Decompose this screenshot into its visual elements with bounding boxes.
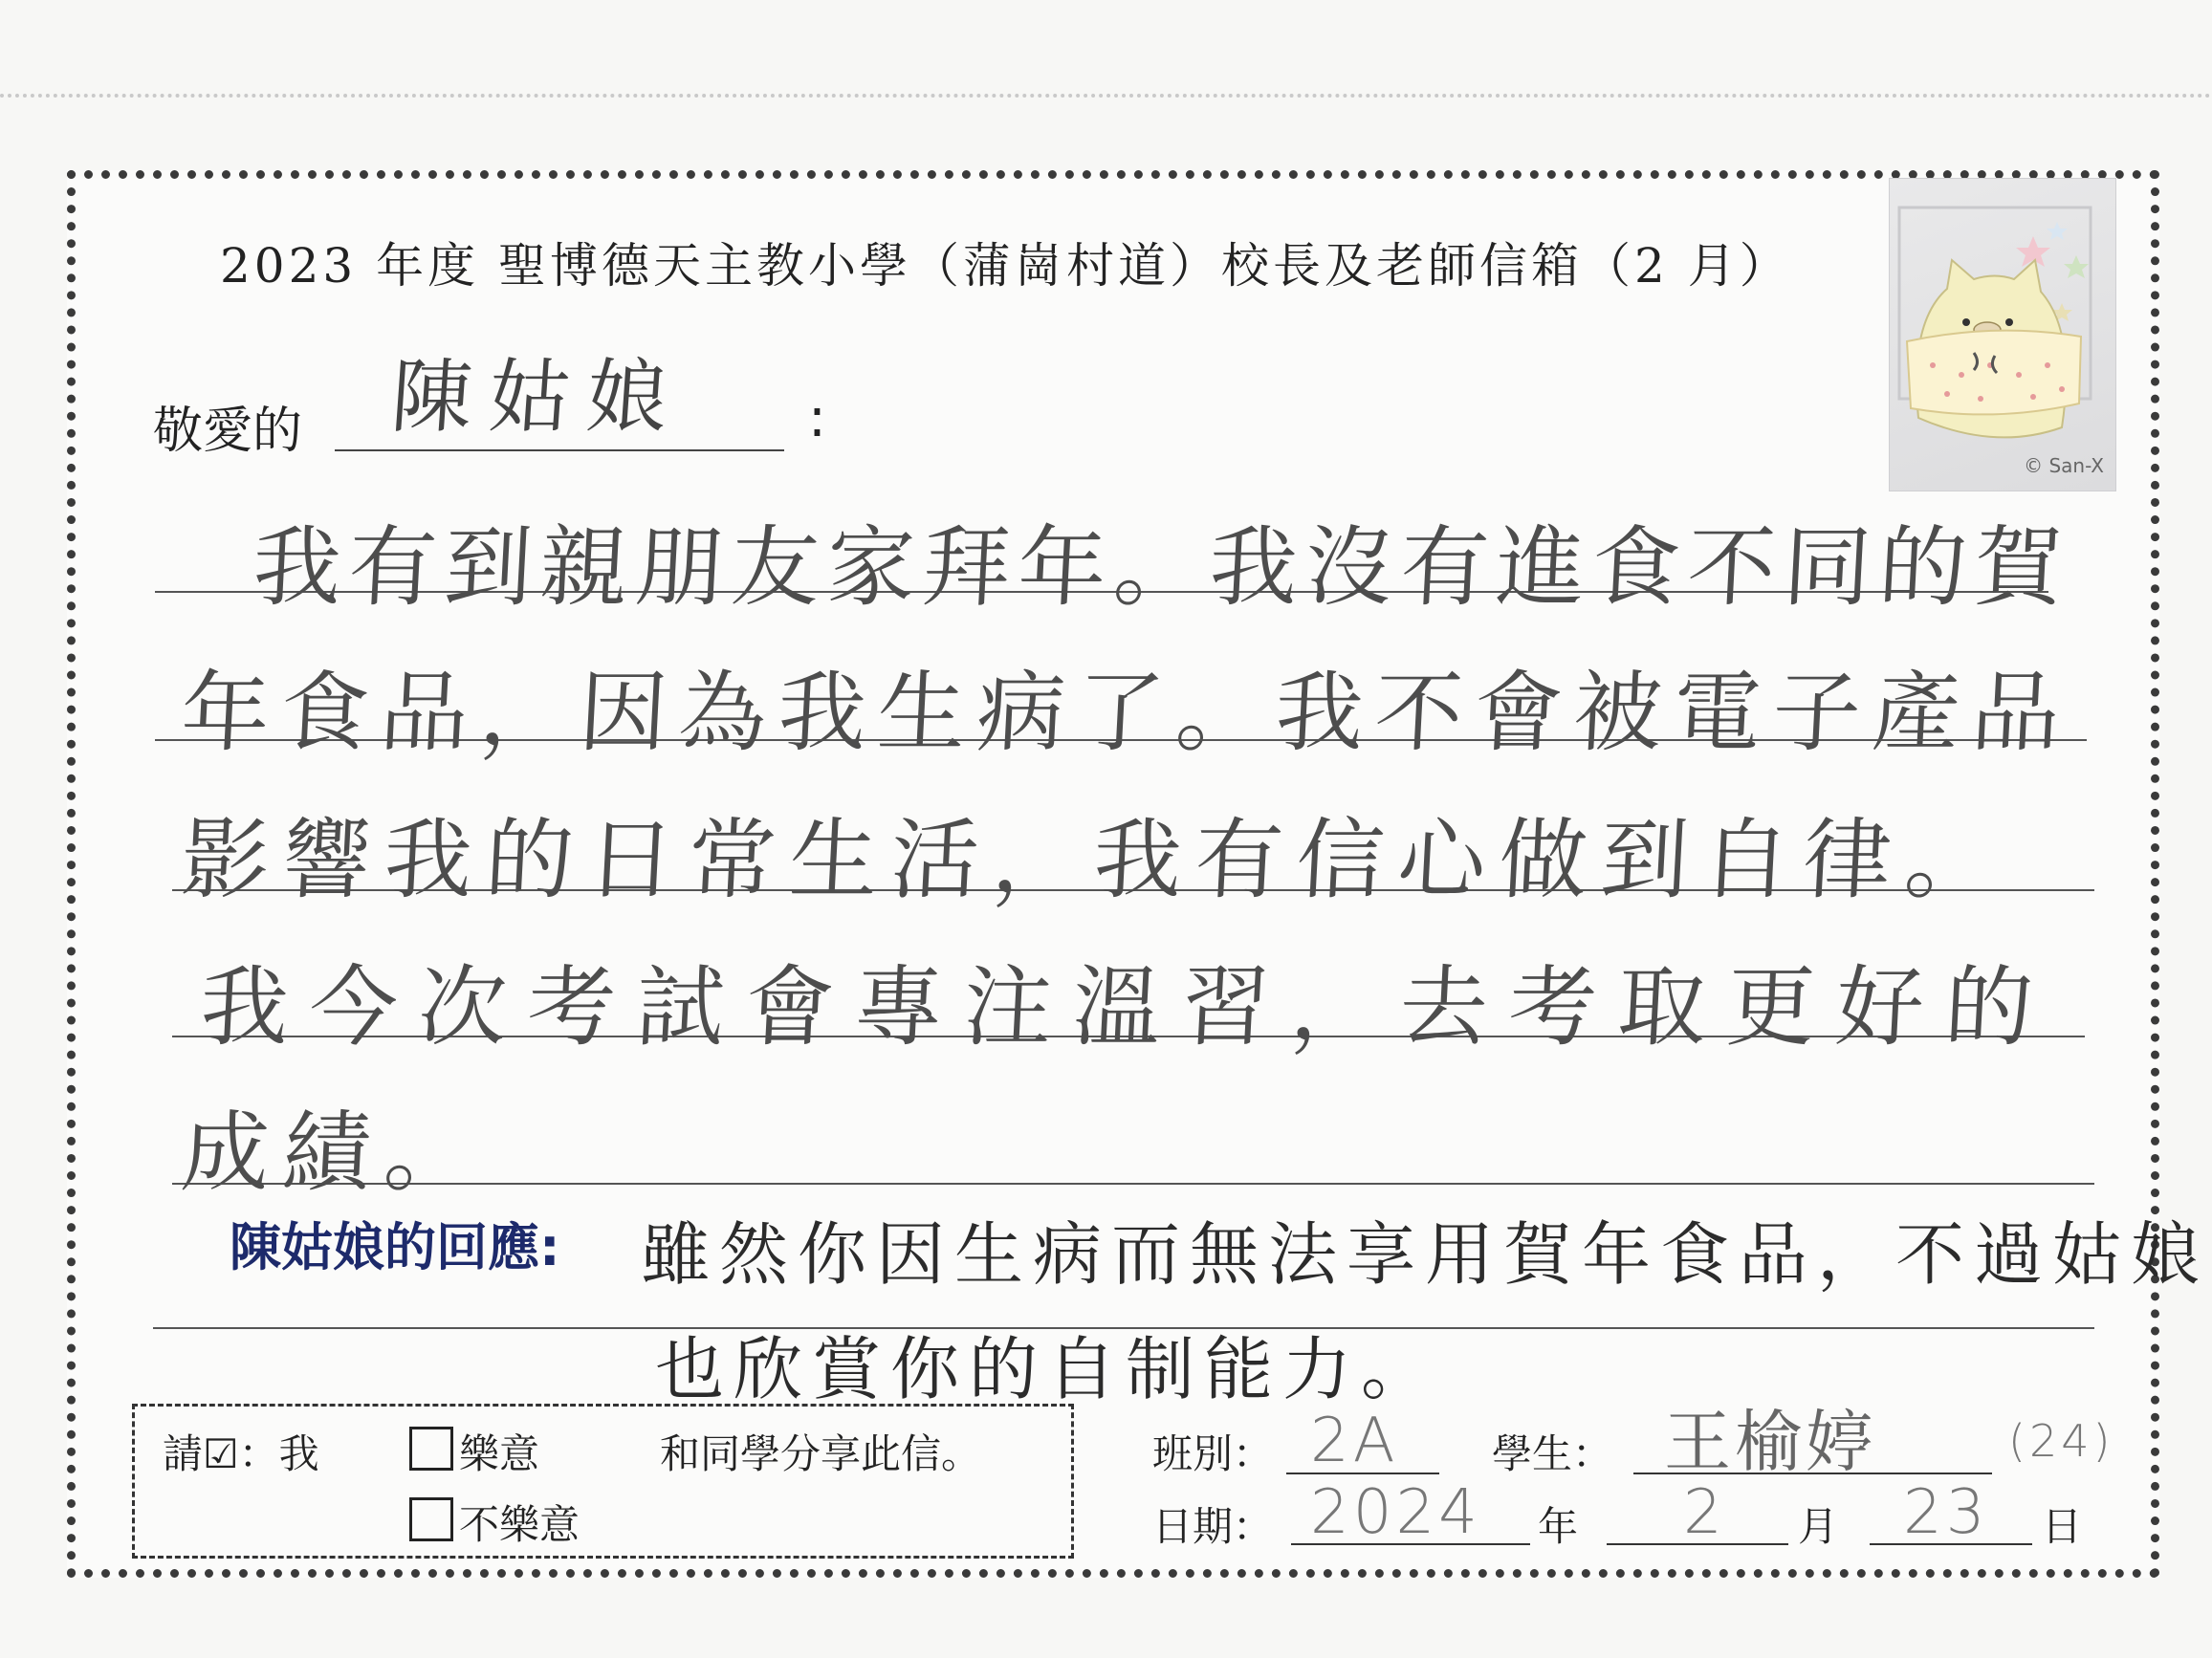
- letter-line: 影響我的日常生活，我有信心做到自律。: [178, 809, 2009, 911]
- letter-line: 年食品，因為我生病了。我不會被電子產品: [178, 662, 2074, 764]
- disagree-label: 不樂意: [459, 1501, 580, 1548]
- page-title: 2023 年度 聖博德天主教小學（蒲崗村道）校長及老師信箱（2 月）: [220, 238, 1791, 294]
- sticker-credit: © San-X: [2024, 454, 2104, 477]
- year-value: 2024: [1310, 1477, 1481, 1548]
- consent-prefix: 請☑：我: [163, 1430, 319, 1477]
- agree-checkbox[interactable]: [409, 1427, 453, 1471]
- salutation-colon: :: [808, 387, 826, 449]
- perforation-line: [0, 94, 2212, 98]
- reply-line: 也欣賞你的自制能力。: [655, 1329, 1440, 1409]
- agree-label: 樂意: [459, 1430, 540, 1477]
- date-label: 日期：: [1152, 1503, 1274, 1550]
- student-label: 學生：: [1492, 1430, 1613, 1477]
- student-number: (24): [2008, 1415, 2114, 1467]
- class-label: 班別：: [1152, 1430, 1274, 1477]
- cat-icon: [1890, 179, 2115, 491]
- month-unit: 月: [1798, 1503, 1839, 1550]
- day-value: 23: [1903, 1477, 1989, 1548]
- disagree-checkbox[interactable]: [409, 1497, 453, 1541]
- student-name: 王榆婷: [1664, 1403, 1876, 1481]
- class-value: 2A: [1310, 1406, 1399, 1476]
- reply-line: 雖然你因生病而無法享用賀年食品，不過姑娘: [641, 1214, 2210, 1295]
- letter-line: 我今次考試會專注溫習，去考取更好的: [197, 956, 2057, 1058]
- recipient-underline: [335, 449, 784, 451]
- salutation-prefix: 敬愛的: [153, 403, 303, 460]
- letter-line: 我有到親朋友家拜年。我沒有進食不同的賀: [250, 516, 2073, 619]
- character-sticker: [1889, 178, 2116, 491]
- reply-label: 陳姑娘的回應:: [230, 1217, 560, 1277]
- month-value: 2: [1683, 1477, 1726, 1548]
- year-unit: 年: [1538, 1503, 1579, 1550]
- letter-line: 成績。: [178, 1102, 489, 1204]
- day-unit: 日: [2042, 1503, 2083, 1550]
- consent-suffix: 和同學分享此信。: [660, 1430, 982, 1477]
- recipient-name: 陳姑娘: [388, 350, 688, 444]
